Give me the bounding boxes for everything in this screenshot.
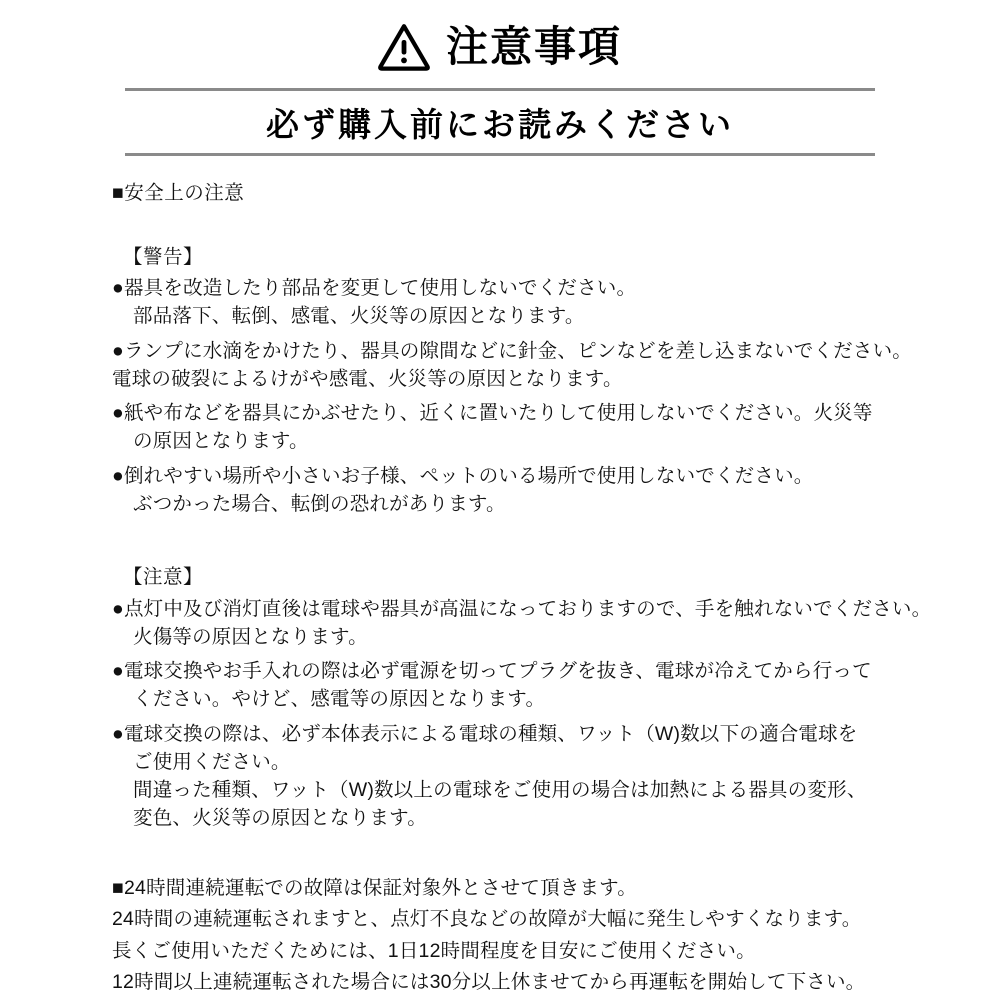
caution-item-line: ●電球交換やお手入れの際は必ず電源を切ってプラグを抜き、電球が冷えてから行って xyxy=(112,660,872,683)
warning-item-line: ●紙や布などを器具にかぶせたり、近くに置いたりして使用しないでください。火災等 xyxy=(112,402,873,425)
warning-label: 【警告】 xyxy=(123,245,204,268)
continuous-operation-line: 長くご使用いただくためには、1日12時間程度を目安にご使用ください。 xyxy=(112,939,756,962)
continuous-operation-line: 12時間以上連続運転された場合には30分以上休ませてから再運転を開始して下さい。 xyxy=(112,971,866,994)
caution-item xyxy=(112,720,1000,833)
caution-item xyxy=(112,657,1000,714)
caution-item-line: 火傷等の原因となります。 xyxy=(133,625,368,648)
page-subtitle: 必ず購入前にお読みください xyxy=(266,105,734,143)
continuous-operation-line: ■24時間連続運転での故障は保証対象外とさせて頂きます。 xyxy=(112,876,638,899)
caution-item-line: ●電球交換の際は、必ず本体表示による電球の種類、ワット（W)数以下の適合電球を xyxy=(112,722,858,745)
caution-item-line: ●点灯中及び消灯直後は電球や器具が高温になっておりますので、手を触れないでください。 xyxy=(112,597,932,620)
continuous-operation-block xyxy=(112,873,1000,999)
warning-item-line: の原因となります。 xyxy=(133,430,309,453)
subtitle-row xyxy=(0,91,1000,153)
spacer xyxy=(112,524,1000,568)
caution-item-line: 間違った種類、ワット（W)数以上の電球をご使用の場合は加熱による器具の変形、 xyxy=(133,779,867,802)
spacer xyxy=(112,839,1000,873)
caution-list xyxy=(112,595,1000,833)
caution-item-line: 変色、火災等の原因となります。 xyxy=(133,807,427,830)
warning-item xyxy=(112,462,1000,519)
document-header xyxy=(0,0,1000,156)
warning-item-line: 電球の破裂によるけがや感電、火災等の原因となります。 xyxy=(112,367,623,390)
document-body xyxy=(0,156,1000,999)
safety-heading: ■安全上の注意 xyxy=(112,182,245,204)
warning-item-line: ●倒れやすい場所や小さいお子様、ペットのいる場所で使用しないでください。 xyxy=(112,464,814,487)
warning-item xyxy=(112,274,1000,331)
warning-list xyxy=(112,274,1000,518)
warning-item-line: ●器具を改造したり部品を変更して使用しないでください。 xyxy=(112,277,637,299)
caution-label: 【注意】 xyxy=(123,566,204,589)
warning-item xyxy=(112,399,1000,456)
spacer xyxy=(112,204,1000,248)
continuous-operation-line: 24時間の連続運転されますと、点灯不良などの故障が大幅に発生しやすくなります。 xyxy=(112,908,862,931)
warning-triangle-icon xyxy=(378,23,430,71)
warning-item-line: ●ランプに水滴をかけたり、器具の隙間などに針金、ピンなどを差し込まないでください。 xyxy=(112,339,912,362)
warning-item-line: 部品落下、転倒、感電、火災等の原因となります。 xyxy=(133,305,585,328)
title-row xyxy=(0,16,1000,78)
caution-item-line: ご使用ください。 xyxy=(133,750,291,773)
warning-item-line: ぶつかった場合、転倒の恐れがあります。 xyxy=(133,492,506,515)
caution-item-line: ください。やけど、感電等の原因となります。 xyxy=(133,688,546,711)
warning-item xyxy=(112,337,1000,394)
caution-item xyxy=(112,595,1000,652)
page-title: 注意事項 xyxy=(445,23,622,70)
